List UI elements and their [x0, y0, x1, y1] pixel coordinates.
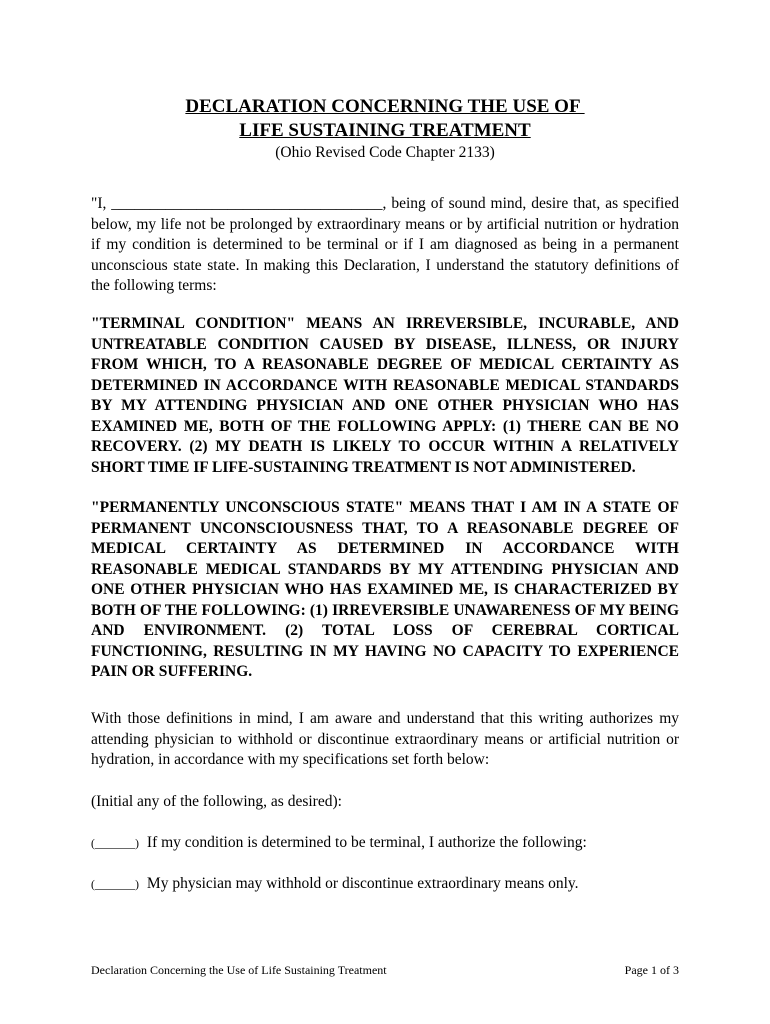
document-subtitle: (Ohio Revised Code Chapter 2133): [275, 144, 495, 161]
authorization-paragraph: With those definitions in mind, I am aware and understand that this writing authorizes my attending physician to withhold or discontinue extraordinary means or artificial nutrition or hydration, in accordance with my specifications set forth below:: [91, 710, 679, 768]
footer-document-name: Declaration Concerning the Use of Life Sustaining Treatment: [91, 963, 387, 977]
footer-page-number: Page 1 of 3: [624, 963, 679, 977]
initial-blank-1[interactable]: (_______): [91, 838, 139, 850]
option-text-1: If my condition is determined to be terminal, I authorize the following:: [146, 834, 587, 851]
document-title-line-1: DECLARATION CONCERNING THE USE OF: [185, 96, 585, 117]
document-title-line-2: LIFE SUSTAINING TREATMENT: [239, 120, 531, 141]
initial-instruction: (Initial any of the following, as desired):: [91, 793, 342, 810]
option-extraordinary-means: [91, 874, 679, 896]
page-footer: [91, 963, 679, 978]
title-block: [0, 95, 770, 162]
option-terminal-authorization: [91, 833, 679, 855]
initial-blank-2[interactable]: (_______): [91, 879, 139, 891]
option-text-2: My physician may withhold or discontinue extraordinary means only.: [146, 875, 579, 892]
terminal-condition-definition: "TERMINAL CONDITION" MEANS AN IRREVERSIBLE, INCURABLE, AND UNTREATABLE CONDITION CAUSED BY DISEASE, ILLNESS, OR INJURY FROM WHICH, TO A REASONABLE DEGREE OF MEDICAL CERTAINTY AS DETERMINED IN ACCORDANCE WITH REASONABLE MEDICAL STANDARDS BY MY ATTENDING PHYSICIAN AND ONE OTHER PHYSICIAN WHO HAS EXAMINED ME, BOTH OF THE FOLLOWING APPLY: (1) THERE CAN BE NO RECOVERY. (2) MY DEATH IS LIKELY TO OCCUR WITHIN A RELATIVELY SHORT TIME IF LIFE-SUSTAINING TREATMENT IS NOT ADMINISTERED.: [91, 315, 679, 476]
unconscious-state-definition: "PERMANENTLY UNCONSCIOUS STATE" MEANS THAT I AM IN A STATE OF PERMANENT UNCONSCIOUSNESS THAT, TO A REASONABLE DEGREE OF MEDICAL CERTAINTY AS DETERMINED IN ACCORDANCE WITH REASONABLE MEDICAL STANDARDS BY MY ATTENDING PHYSICIAN AND ONE OTHER PHYSICIAN WHO HAS EXAMINED ME, IS CHARACTERIZED BY BOTH OF THE FOLLOWING: (1) IRREVERSIBLE UNAWARENESS OF MY BEING AND ENVIRONMENT. (2) TOTAL LOSS OF CEREBRAL CORTICAL FUNCTIONING, RESULTING IN MY HAVING NO CAPACITY TO EXPERIENCE PAIN OR SUFFERING.: [91, 499, 679, 680]
intro-paragraph: "I, ___________________________________, being of sound mind, desire that, as specified below, my life not be prolonged by extraordinary means or by artificial nutrition or hydration if my condition is determined to be terminal or if I am diagnosed as being in a permanent unconscious state state. In making this Declaration, I understand the statutory definitions of the following terms:: [91, 195, 679, 294]
